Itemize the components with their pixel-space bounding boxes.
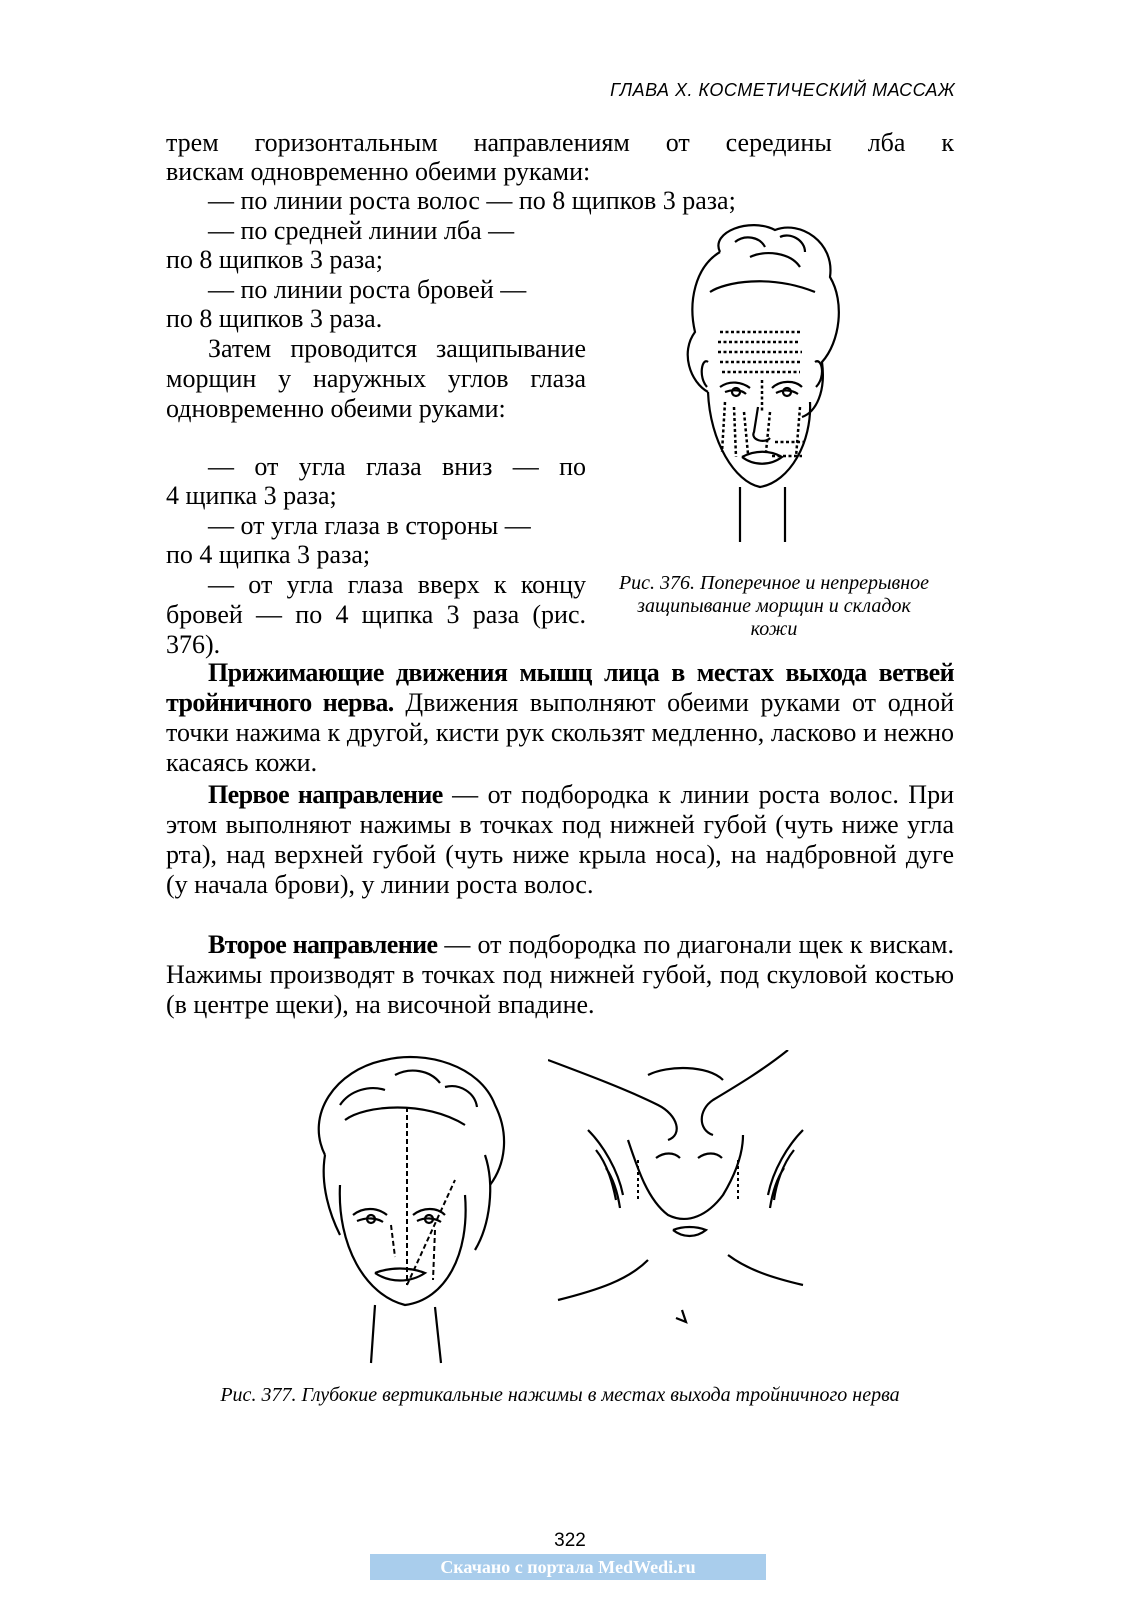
paragraph-text: — от подбородка по диагонали щек к вискам. Нажимы производят в точках под нижней губой, под скуловой костью (в центре щеки), на височной впадине. xyxy=(166,930,954,1019)
list-item: по 8 щипков 3 раза. xyxy=(166,304,383,333)
running-head: ГЛАВА X. КОСМЕТИЧЕСКИЙ МАССАЖ xyxy=(610,80,955,100)
paragraph-bold-lead: Второе направление xyxy=(208,930,438,959)
paragraph-bold-lead: Прижимающие движения мышц лица в местах выхода ветвей тройничного нерва. xyxy=(166,658,954,717)
list-item: — по линии роста бровей — xyxy=(208,275,527,304)
paragraph-line: трем горизонтальным направлениям от середины лба к xyxy=(166,128,954,157)
paragraph: Затем проводится защипывание морщин у наружных углов глаза одновременно обеими руками: xyxy=(166,334,586,423)
page-number: 322 xyxy=(554,1530,586,1551)
paragraph xyxy=(166,780,954,900)
list-item: — от угла глаза вниз — по xyxy=(208,452,586,481)
list-item: по 4 щипка 3 раза; xyxy=(166,540,371,569)
figure-377-face-right-hands-illustration xyxy=(548,1050,818,1350)
figure-376-face-illustration xyxy=(650,212,850,552)
figure-377-face-left-illustration xyxy=(295,1045,530,1365)
paragraph-bold-lead: Первое направление xyxy=(208,780,443,809)
list-item: — от угла глаза в стороны — xyxy=(208,511,531,540)
list-item: — от угла глаза вверх к концу бровей — по 4 щипка 3 раза (рис. 376). xyxy=(166,570,586,659)
paragraph-line: вискам одновременно обеими руками: xyxy=(166,157,591,186)
paragraph xyxy=(166,658,954,778)
figure-376-caption: Рис. 376. Поперечное и непрерывное защипывание морщин и складок кожи xyxy=(618,572,930,640)
list-item: по 8 щипков 3 раза; xyxy=(166,245,383,274)
figure-377-caption: Рис. 377. Глубокие вертикальные нажимы в местах выхода тройничного нерва xyxy=(220,1384,900,1406)
list-item: 4 щипка 3 раза; xyxy=(166,481,337,510)
download-watermark: Скачано с портала MedWedi.ru xyxy=(370,1554,766,1580)
paragraph-text: Движения выполняют обеими руками от одной точки нажима к другой, кисти рук скользят медленно, ласково и нежно касаясь кожи. xyxy=(166,688,954,777)
paragraph-text: — от подбородка к линии роста волос. При этом выполняют нажимы в точках под нижней губой (чуть ниже угла рта), над верхней губой (чуть ниже крыла носа), на надбровной дуге (у начала брови), у линии роста волос. xyxy=(166,780,954,899)
paragraph xyxy=(166,930,954,1020)
list-item: — по средней линии лба — xyxy=(208,216,515,245)
list-item: — по линии роста волос — по 8 щипков 3 раза; xyxy=(208,186,736,215)
